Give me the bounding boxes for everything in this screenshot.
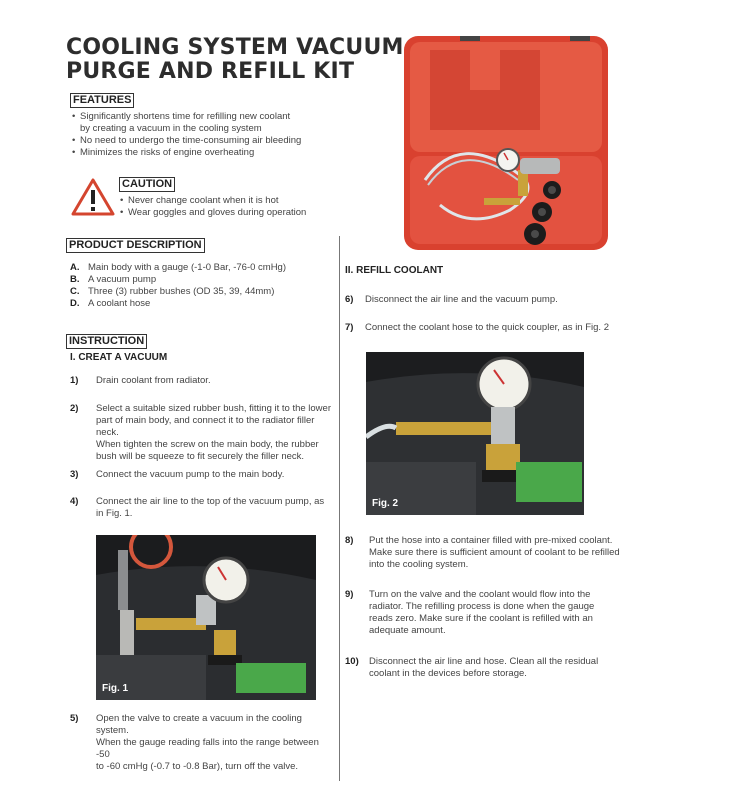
- warning-triangle-icon: [70, 177, 116, 217]
- feature-item: • Minimizes the risks of engine overheating: [72, 147, 255, 158]
- kit-case-photo: [400, 30, 612, 255]
- figure-2-illustration: [366, 352, 584, 515]
- step-5: 5) Open the valve to create a vacuum in the cooling system. When the gauge reading falls into the range between -50 to -60 cmHg (-0.7 to -0.8 Bar), turn off the valve.: [70, 713, 319, 772]
- step-1: 1) Drain coolant from radiator.: [70, 375, 211, 386]
- step-3: 3) Connect the vacuum pump to the main body.: [70, 469, 285, 480]
- page-title: [66, 36, 426, 84]
- features-heading: FEATURES: [70, 93, 134, 108]
- column-divider: [339, 236, 340, 781]
- product-item: B. A vacuum pump: [70, 274, 157, 285]
- instruction-heading: INSTRUCTION: [66, 334, 147, 349]
- product-heading: PRODUCT DESCRIPTION: [66, 238, 205, 253]
- step-9: 9) Turn on the valve and the coolant would flow into the radiator. The refilling process is done when the gauge reads zero. Make sure if the coolant is refilled with an adequate amount.: [345, 589, 595, 636]
- step-4: 4) Connect the air line to the top of the vacuum pump, as in Fig. 1.: [70, 496, 325, 519]
- feature-item-cont: by creating a vacuum in the cooling system: [80, 123, 262, 134]
- product-item: C. Three (3) rubber bushes (OD 35, 39, 44mm): [70, 286, 275, 297]
- product-list: [70, 262, 332, 310]
- step-10: 10) Disconnect the air line and hose. Clean all the residual coolant in the devices before storage.: [345, 656, 599, 679]
- figure-1-label: Fig. 1: [102, 683, 129, 694]
- feature-item: • No need to undergo the time-consuming air bleeding: [72, 135, 302, 146]
- figure-2-photo: [366, 352, 584, 515]
- section-refill-coolant: II. REFILL COOLANT: [345, 265, 444, 276]
- step-2: 2) Select a suitable sized rubber bush, fitting it to the lower part of main body, and connect it to the radiator filler neck. When tighten the screw on the main body, the rubber bush will be squeeze to fit securely the filler neck.: [70, 403, 331, 462]
- features-list: [72, 111, 332, 159]
- figure-1-illustration: [96, 535, 316, 700]
- title-line-1: COOLING SYSTEM VACUUM: [66, 35, 404, 60]
- product-item: D. A coolant hose: [70, 298, 151, 309]
- feature-item: • Significantly shortens time for refilling new coolant: [72, 111, 291, 122]
- caution-list: [120, 195, 330, 219]
- section-create-vacuum: I. CREAT A VACUUM: [70, 352, 168, 363]
- product-item: A. Main body with a gauge (-1-0 Bar, -76-0 cmHg): [70, 262, 287, 273]
- caution-heading: CAUTION: [119, 177, 175, 192]
- step-7: 7) Connect the coolant hose to the quick coupler, as in Fig. 2: [345, 322, 609, 333]
- figure-1-photo: [96, 535, 316, 700]
- step-6: 6) Disconnect the air line and the vacuum pump.: [345, 294, 558, 305]
- title-line-2: PURGE AND REFILL KIT: [66, 59, 355, 84]
- caution-item: • Wear goggles and gloves during operation: [120, 207, 307, 218]
- caution-item: • Never change coolant when it is hot: [120, 195, 279, 206]
- figure-2-label: Fig. 2: [372, 498, 399, 509]
- step-8: 8) Put the hose into a container filled with pre-mixed coolant. Make sure there is sufficient amount of coolant to be refilled into the cooling system.: [345, 535, 620, 570]
